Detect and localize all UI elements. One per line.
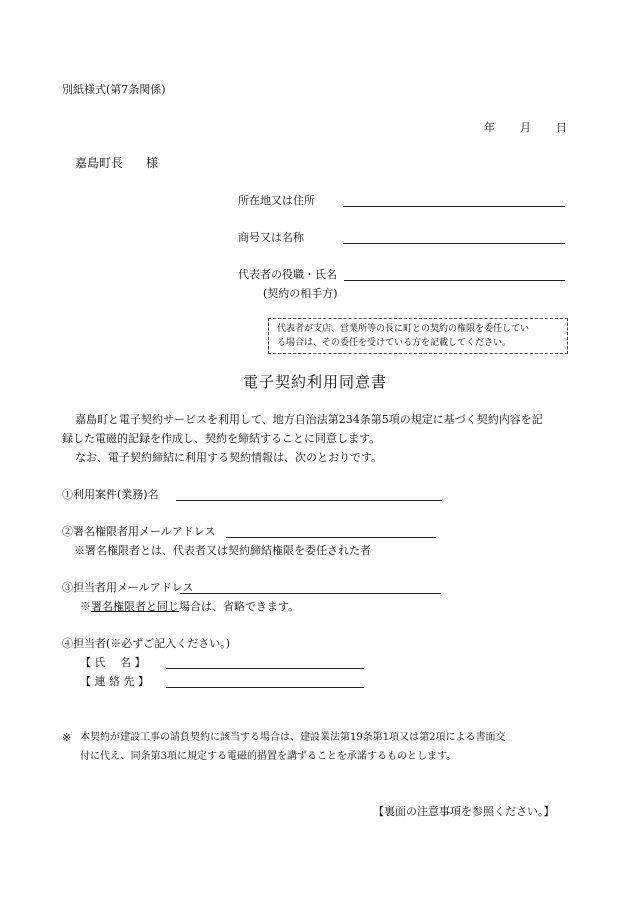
field4-label: ④担当者(※必ずご記入ください。) bbox=[62, 637, 231, 650]
field4-contact-label: 【 連 絡 先 】 bbox=[80, 675, 149, 688]
address-label: 所在地又は住所 bbox=[238, 194, 315, 207]
addressee-honorific: 様 bbox=[146, 156, 159, 170]
field4-name-label: 【 氏 名 】 bbox=[80, 656, 146, 669]
field2-label: ②署名権限者用メールアドレス bbox=[62, 525, 216, 538]
delegation-note-line1: 代表者が支店、営業所等の長に町との契約の権限を委任してい bbox=[277, 324, 530, 334]
company-field[interactable] bbox=[343, 243, 565, 244]
field3-note-underlined: 署名権限者と同じ bbox=[91, 600, 179, 613]
delegation-note-line2: る場合は、その委任を受けている方を記載してください。 bbox=[277, 338, 512, 348]
field3-input[interactable] bbox=[180, 593, 441, 594]
field2-input[interactable] bbox=[226, 537, 436, 538]
field4-name-input[interactable] bbox=[166, 668, 364, 669]
date-month: 月 bbox=[520, 121, 531, 134]
field3-note-suffix: 場合は、省略できます。 bbox=[179, 600, 300, 613]
footnote-line2: 付に代え、同条第3項に規定する電磁的措置を講ずることを承諾するものとします。 bbox=[80, 751, 457, 762]
representative-label: 代表者の役職・氏名 bbox=[238, 268, 337, 281]
field3-label: ③担当者用メールアドレス bbox=[62, 581, 194, 594]
field4-contact-input[interactable] bbox=[166, 687, 364, 688]
back-note: 【裏面の注意事項を参照ください。】 bbox=[373, 805, 555, 818]
field3-note-prefix: ※ bbox=[80, 600, 91, 613]
body-para1-line2: 録した電磁的記録を作成し、契約を締結することに同意します。 bbox=[62, 432, 381, 445]
address-field[interactable] bbox=[343, 206, 565, 207]
field3-note bbox=[80, 599, 299, 614]
field1-label: ①利用案件(業務)名 bbox=[62, 488, 159, 501]
date-day: 日 bbox=[556, 121, 567, 134]
representative-field[interactable] bbox=[344, 280, 565, 281]
addressee-name: 嘉島町長 bbox=[75, 156, 124, 170]
company-label: 商号又は名称 bbox=[238, 231, 304, 244]
footnote-mark: ※ bbox=[62, 731, 72, 744]
party-note: (契約の相手方) bbox=[263, 287, 338, 300]
body-para1-line1: 嘉島町と電子契約サービスを利用して、地方自治法第234条第5項の規定に基づく契約内容を記 bbox=[75, 413, 543, 426]
document-title: 電子契約利用同意書 bbox=[243, 373, 388, 391]
body-para2: なお、電子契約締結に利用する契約情報は、次のとおりです。 bbox=[75, 451, 383, 464]
footnote-line1: 本契約が建設工事の請負契約に該当する場合は、建設業法第19条第1項又は第2項による書面交 bbox=[80, 732, 506, 743]
field1-input[interactable] bbox=[176, 500, 442, 501]
delegation-note-box bbox=[268, 318, 568, 354]
form-label: 別紙様式(第7条関係) bbox=[62, 83, 166, 96]
date-year: 年 bbox=[484, 121, 495, 134]
field2-note: ※署名権限者とは、代表者又は契約締結権限を委任された者 bbox=[74, 544, 371, 557]
